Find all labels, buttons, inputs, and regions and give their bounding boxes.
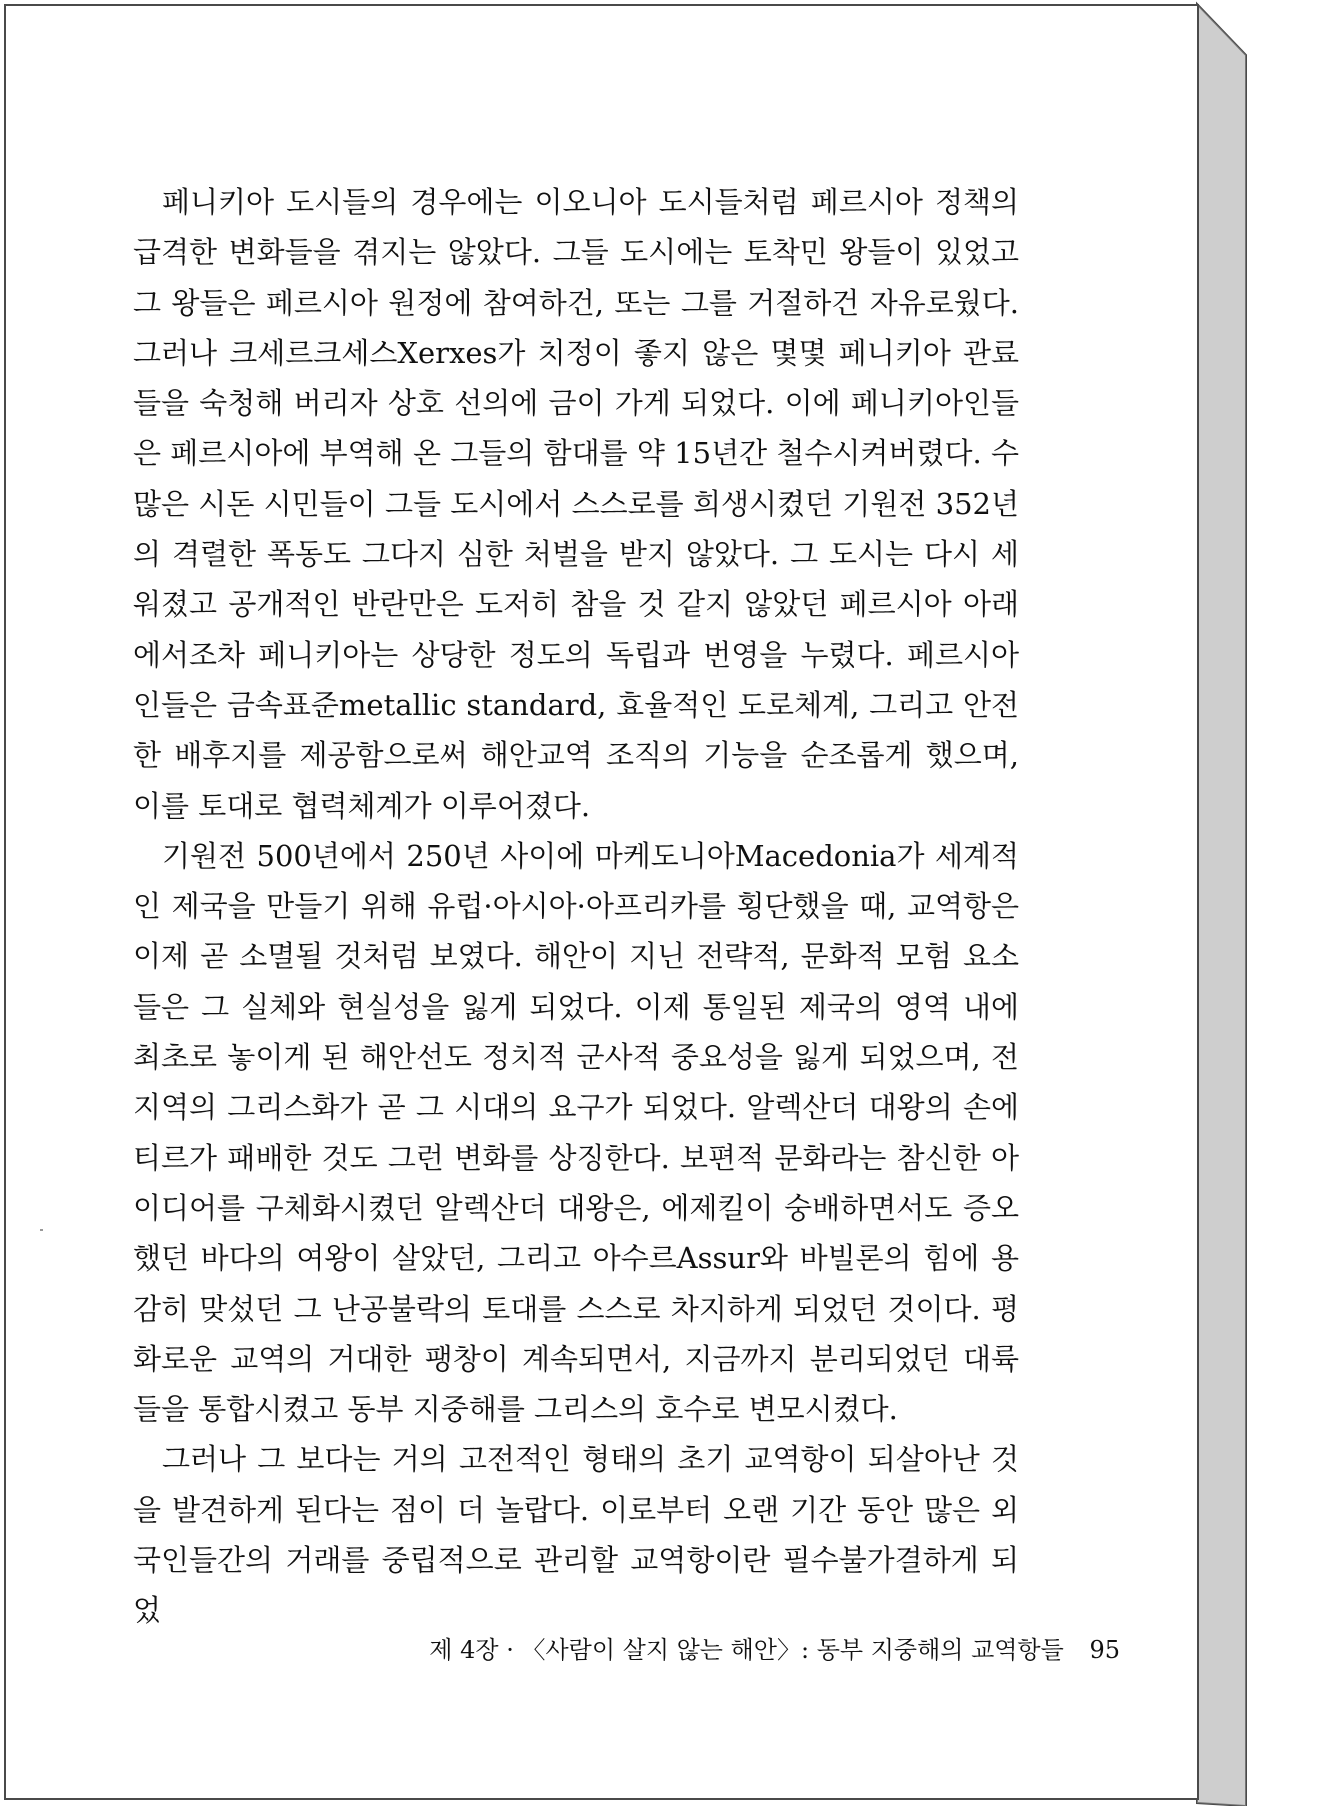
page-footer bbox=[429, 1630, 1120, 1665]
running-head: 제 4장 · 〈사람이 살지 않는 해안〉: 동부 지중해의 교역항들 bbox=[429, 1636, 1064, 1664]
scan-speck bbox=[40, 1229, 43, 1231]
paragraph: 기원전 500년에서 250년 사이에 마케도니아Macedonia가 세계적인 제국을 만들기 위해 유럽·아시아·아프리카를 횡단했을 때, 교역항은 이제 곧 소멸될 것처럼 보였다. 해안이 지닌 전략적, 문화적 모험 요소들은 그 실체와 현실성을 잃게 되었다. 이제 통일된 제국의 영역 내에 최초로 놓이게 된 해안선도 정치적 군사적 중요성을 잃게 되었으며, 전 지역의 그리스화가 곧 그 시대의 요구가 되었다. 알렉산더 대왕의 손에 티르가 패배한 것도 그런 변화를 상징한다. 보편적 문화라는 참신한 아이디어를 구체화시켰던 알렉산더 대왕은, 에제킬이 숭배하면서도 증오했던 바다의 여왕이 살았던, 그리고 아수르Assur와 바빌론의 힘에 용감히 맞섰던 그 난공불락의 토대를 스스로 차지하게 되었던 것이다. 평화로운 교역의 거대한 팽창이 계속되면서, 지금까지 분리되었던 대륙들을 통합시켰고 동부 지중해를 그리스의 호수로 변모시켰다. bbox=[133, 838, 1019, 1427]
page-number: 95 bbox=[1089, 1636, 1120, 1664]
paragraph: 그러나 그 보다는 거의 고전적인 형태의 초기 교역항이 되살아난 것을 발견하게 된다는 점이 더 놀랍다. 이로부터 오랜 기간 동안 많은 외국인들간의 거래를 중립적으로 관리할 교역항이란 필수불가결하게 되었 bbox=[133, 1442, 1019, 1628]
paragraph: 페니키아 도시들의 경우에는 이오니아 도시들처럼 페르시아 정책의 급격한 변화들을 겪지는 않았다. 그들 도시에는 토착민 왕들이 있었고 그 왕들은 페르시아 원정에 참여하건, 또는 그를 거절하건 자유로웠다. 그러나 크세르크세스Xerxes가 치정이 좋지 않은 몇몇 페니키아 관료들을 숙청해 버리자 상호 선의에 금이 가게 되었다. 이에 페니키아인들은 페르시아에 부역해 온 그들의 함대를 약 15년간 철수시켜버렸다. 수많은 시돈 시민들이 그들 도시에서 스스로를 희생시켰던 기원전 352년의 격렬한 폭동도 그다지 심한 처벌을 받지 않았다. 그 도시는 다시 세워졌고 공개적인 반란만은 도저히 참을 것 같지 않았던 페르시아 아래에서조차 페니키아는 상당한 정도의 독립과 번영을 누렸다. 페르시아인들은 금속표준metallic standard, 효율적인 도로체계, 그리고 안전한 배후지를 제공함으로써 해안교역 조직의 기능을 순조롭게 했으며, 이를 토대로 협력체계가 이루어졌다. bbox=[133, 185, 1019, 823]
page-body bbox=[133, 177, 1019, 1636]
